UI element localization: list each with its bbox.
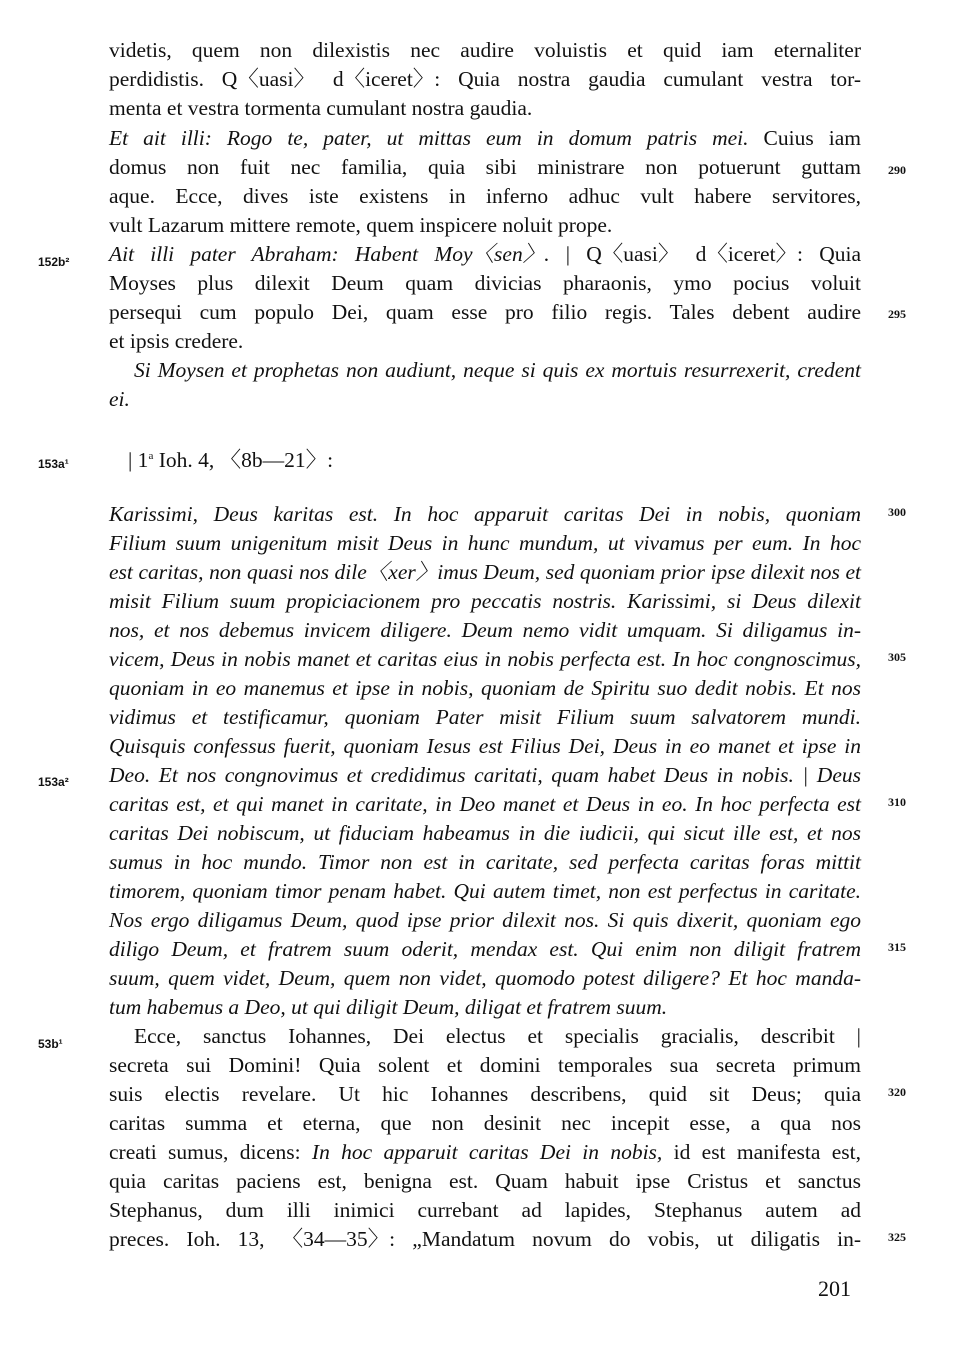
commentary-text: id est manifesta est, <box>662 1140 861 1164</box>
text-line: quia caritas paciens est, benigna est. Quam habuit ipse Cristus et sanctus <box>109 1169 861 1193</box>
text-line: menta et vestra tormenta cumulant nostra gaudia. <box>109 96 533 120</box>
section-heading <box>128 442 333 475</box>
bible-quote: Ait illi pater Abraham: Habent Moy〈sen〉. <box>109 242 550 266</box>
bible-quote: In hoc apparuit caritas Dei in nobis, <box>311 1140 663 1164</box>
folio-reference: 152b² <box>38 255 70 269</box>
text-line: persequi cum populo Dei, quam esse pro filio regis. Tales debent audire <box>109 300 861 324</box>
folio-reference: 153a² <box>38 775 69 789</box>
heading-prefix: | 1 <box>128 448 149 473</box>
reading-line: vicem, Deus in nobis manet et caritas eius in nobis perfecta est. In hoc congnoscimus, <box>109 647 861 671</box>
line-number: 300 <box>888 505 906 519</box>
line-number: 310 <box>888 795 906 809</box>
reading-line: Nos ergo diligamus Deum, quod ipse prior dilexit nos. Si quis dixerit, quoniam ego <box>109 908 861 932</box>
line-number: 325 <box>888 1230 906 1244</box>
text-line: videtis, quem non dilexistis nec audire voluistis et quid iam eternaliter <box>109 38 861 62</box>
text-line <box>109 124 861 153</box>
text-line: Stephanus, dum illi inimici currebant ad lapides, Stephanus autem ad <box>109 1198 861 1222</box>
text-line: et ipsis credere. <box>109 329 244 353</box>
reading-line: nos, et nos debemus invicem diligere. Deum nemo vidit umquam. Si diligamus in- <box>109 618 861 642</box>
reading-line: diligo Deum, et fratrem suum oderit, mendax est. Qui enim non diligit fratrem <box>109 937 861 961</box>
reading-line: misit Filium suum propiciacionem pro peccatis nostris. Karissimi, si Deus dilexit <box>109 589 861 613</box>
line-number: 305 <box>888 650 906 664</box>
reading-line: quoniam in eo manemus et ipse in nobis, quoniam de Spiritu suo dedit nobis. Et nos <box>109 676 861 700</box>
reading-line: vidimus et testificamur, quoniam Pater misit Filium suum salvatorem mundi. <box>109 705 861 729</box>
reading-line: tum habemus a Deo, ut qui diligit Deum, diligat et fratrem suum. <box>109 995 668 1019</box>
heading-superscript: a <box>148 450 154 462</box>
reading-line: caritas Dei nobiscum, ut fiduciam habeamus in die iudicii, qui sicut ille est, et nos <box>109 821 861 845</box>
text-line: aque. Ecce, dives iste existens in inferno adhuc vult habere servitores, <box>109 184 861 208</box>
text-line: perdidistis. Q〈uasi〉 d〈iceret〉: Quia nostra gaudia cumulant vestra tor- <box>109 67 861 91</box>
text-line: vult Lazarum mittere remote, quem inspicere noluit prope. <box>109 213 613 237</box>
bible-quote: Et ait illi: Rogo te, pater, ut mittas eum in domum patris mei. <box>109 126 749 150</box>
commentary-text: Cuius iam <box>748 126 861 150</box>
text-line: preces. Ioh. 13, 〈34—35〉: „Mandatum novum do vobis, ut diligatis in- <box>109 1227 861 1251</box>
folio-reference: 153a¹ <box>38 457 69 471</box>
commentary-text: creati sumus, dicens: <box>109 1140 312 1164</box>
reading-line: Karissimi, Deus karitas est. In hoc apparuit caritas Dei in nobis, quoniam <box>109 502 861 526</box>
text-line <box>109 1138 861 1167</box>
commentary-text: | Q〈uasi〉 d〈iceret〉: Quia <box>549 242 862 266</box>
text-line: Moyses plus dilexit Deum quam divicias pharaonis, ymo pocius voluit <box>109 271 861 295</box>
line-number: 290 <box>888 163 906 177</box>
text-line: domus non fuit nec familia, quia sibi ministrare non potuerunt guttam <box>109 155 861 179</box>
reading-line: est caritas, non quasi nos dile〈xer〉imus Deum, sed quoniam prior ipse dilexit nos et <box>109 560 861 584</box>
folio-reference: 53b¹ <box>38 1037 63 1051</box>
bible-quote-line: ei. <box>109 387 130 411</box>
line-number: 320 <box>888 1085 906 1099</box>
text-line: caritas summa et eterna, que non desinit nec incepit esse, a qua nos <box>109 1111 861 1135</box>
heading-reference: Ioh. 4, 〈8b—21〉: <box>153 448 334 473</box>
reading-line: Quisquis confessus fuerit, quoniam Iesus est Filius Dei, Deus in eo manet et ipse in <box>109 734 861 758</box>
line-number: 295 <box>888 307 906 321</box>
reading-line: Deo. Et nos congnovimus et credidimus caritati, quam habet Deus in nobis. | Deus <box>109 763 861 787</box>
line-number: 315 <box>888 940 906 954</box>
reading-line: timorem, quoniam timor penam habet. Qui autem timet, non est perfectus in caritate. <box>109 879 861 903</box>
reading-line: suum, quem videt, Deum, quem non videt, quomodo potest diligere? Et hoc manda- <box>109 966 861 990</box>
page-number: 201 <box>818 1276 851 1301</box>
reading-line: sumus in hoc mundo. Timor non est in caritate, sed perfecta caritas foras mittit <box>109 850 861 874</box>
text-line: Ecce, sanctus Iohannes, Dei electus et specialis gracialis, describit | <box>134 1024 861 1048</box>
text-line: suis electis revelare. Ut hic Iohannes describens, quid sit Deus; quia <box>109 1082 861 1106</box>
reading-line: Filium suum unigenitum misit Deus in hunc mundum, ut vivamus per eum. In hoc <box>109 531 861 555</box>
text-line <box>109 240 861 269</box>
reading-line: caritas est, et qui manet in caritate, in Deo manet et Deus in eo. In hoc perfecta est <box>109 792 861 816</box>
bible-quote-line: Si Moysen et prophetas non audiunt, neque si quis ex mortuis resurrexerit, credent <box>134 358 861 382</box>
text-line: secreta sui Domini! Quia solent et domini temporales sua secreta primum <box>109 1053 861 1077</box>
